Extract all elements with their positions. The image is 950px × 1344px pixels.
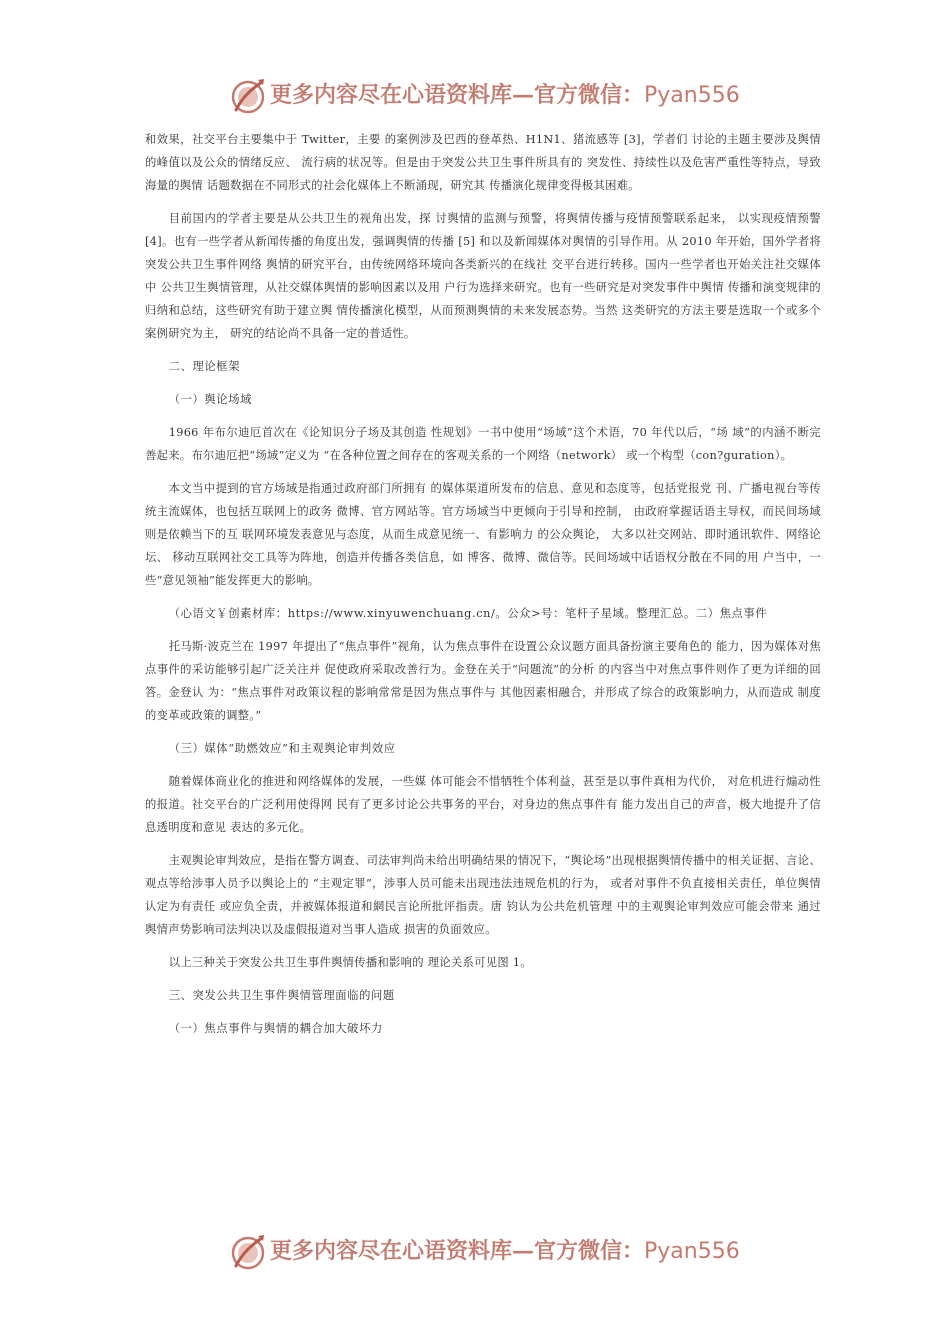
watermark-code: Pyan556 <box>644 1239 740 1264</box>
section-heading-2: 二、理论框架 <box>168 360 241 373</box>
watermark-banner-bottom <box>0 1230 950 1274</box>
paragraph-8: 以上三种关于突发公共卫生事件舆情传播和影响的 理论关系可见图 1。 <box>168 956 532 969</box>
watermark-logo-icon <box>228 76 268 116</box>
paragraph-2: 目前国内的学者主要是从公共卫生的视角出发，探 讨舆情的监测与预警，将舆情传播与疫情预警联系起来， 以实现疫情预警 [4]。也有一些学者从新闻传播的角度出发，强调舆情的传播 [5] 和以及新闻媒体对舆情的引导作用。从 2010 年开始，国外学者将突发公共卫生事件网络 舆情的研究平台，由传统网络环境向各类新兴的在线社 交平台进行转移。国内一些学者也开始关注社交媒体中 公共卫生舆情管理，从社交媒体舆情的影响因素以及用 户行为选择来研究。也有一些研究是对突发事件中舆情 传播和演变规律的归纳和总结，这些研究有助于建立舆 情传播演化模型，从而预测舆情的未来发展态势。当然 这类研究的方法主要是选取一个或多个案例研究为主， 研究的结论尚不具备一定的普适性。 <box>145 212 821 340</box>
paragraph-6: 随着媒体商业化的推进和网络媒体的发展，一些媒 体可能会不惜牺牲个体利益，甚至是以事件真相为代价， 对危机进行煽动性的报道。社交平台的广泛利用使得网 民有了更多讨论公共事务的平台，对身边的焦点事件有 能力发出自己的声音，极大地提升了信息透明度和意见 表达的多元化。 <box>145 775 821 834</box>
subsection-heading-coupling: （一）焦点事件与舆情的耦合加大破坏力 <box>168 1022 383 1035</box>
subsection-heading-media-effect: （三）媒体“助燃效应”和主观舆论审判效应 <box>168 742 396 755</box>
subsection-heading-focus-event: （心语文￥创素材库：https://www.xinyuwenchuang.cn/。公众>号：笔杆子星域。整理汇总。二）焦点事件 <box>168 607 768 620</box>
document-body <box>145 128 821 1050</box>
paragraph-3: 1966 年布尔迪厄首次在《论知识分子场及其创造 性规划》一书中使用“场域”这个术语，70 年代以后，“场 域”的内涵不断完善起来。布尔迪厄把“场域”定义为 “在各种位置之间存在的客观关系的一个网络（network） 或一个构型（con?guration）。 <box>145 426 821 462</box>
section-heading-3: 三、突发公共卫生事件舆情管理面临的问题 <box>168 989 395 1002</box>
watermark-banner-top <box>0 74 950 118</box>
watermark-text: 更多内容尽在心语资料库—官方微信：Pyan556 <box>270 82 740 108</box>
watermark-text: 更多内容尽在心语资料库—官方微信：Pyan556 <box>270 1238 740 1264</box>
paragraph-5: 托马斯·波克兰在 1997 年提出了“焦点事件”视角，认为焦点事件在设置公众议题方面具备扮演主要角色的 能力，因为媒体对焦点事件的采访能够引起广泛关注并 促使政府采取改善行为。金登在关于“问题流”的分析 的内容当中对焦点事件则作了更为详细的回答。金登认 为：“焦点事件对政策议程的影响常常是因为焦点事件与 其他因素相融合，并形成了综合的政策影响力，从而造成 制度的变革或政策的调整。” <box>145 640 821 722</box>
paragraph-7: 主观舆论审判效应，是指在警方调查、司法审判尚未给出明确结果的情况下，“舆论场”出现根据舆情传播中的相关证据、言论、观点等给涉事人员予以舆论上的 “主观定罪”，涉事人员可能未出现违法违规危机的行为， 或者对事件不负直接相关责任，单位舆情认定为有责任 或应负全责，并被媒体报道和網民言论所批评指责。唐 钧认为公共危机管理 中的主观舆论审判效应可能会带来 通过舆情声势影响司法判决以及虚假报道对当事人造成 损害的负面效应。 <box>145 854 821 936</box>
paragraph-1: 和效果，社交平台主要集中于 Twitter，主要 的案例涉及巴西的登革热、H1N1、猪流感等 [3]，学者们 讨论的主题主要涉及舆情的峰值以及公众的情绪反应、 流行病的状况等。但是由于突发公共卫生事件所具有的 突发性、持续性以及危害严重性等特点，导致海量的舆情 话题数据在不同形式的社会化媒体上不断涌现，研究其 传播演化规律变得极其困难。 <box>145 133 821 192</box>
subsection-heading-opinion-field: （一）舆论场域 <box>168 393 252 406</box>
paragraph-4: 本文当中提到的官方场域是指通过政府部门所拥有 的媒体渠道所发布的信息、意见和态度等，包括党报党 刊、广播电视台等传统主流媒体，也包括互联网上的政务 微博、官方网站等。官方场域当中更倾向于引导和控制， 由政府掌握话语主导权，而民间场域则是依赖当下的互 联网环境发表意见与态度，从而生成意见统一、有影响力 的公众舆论， 大多以社交网站、即时通讯软件、网络论坛、 移动互联网社交工具等为阵地，创造并传播各类信息，如 博客、微博、微信等。民间场域中话语权分散在不同的用 户当中，一些“意见领袖”能发挥更大的影响。 <box>145 482 821 587</box>
watermark-logo-icon <box>228 1232 268 1272</box>
watermark-code: Pyan556 <box>644 83 740 108</box>
